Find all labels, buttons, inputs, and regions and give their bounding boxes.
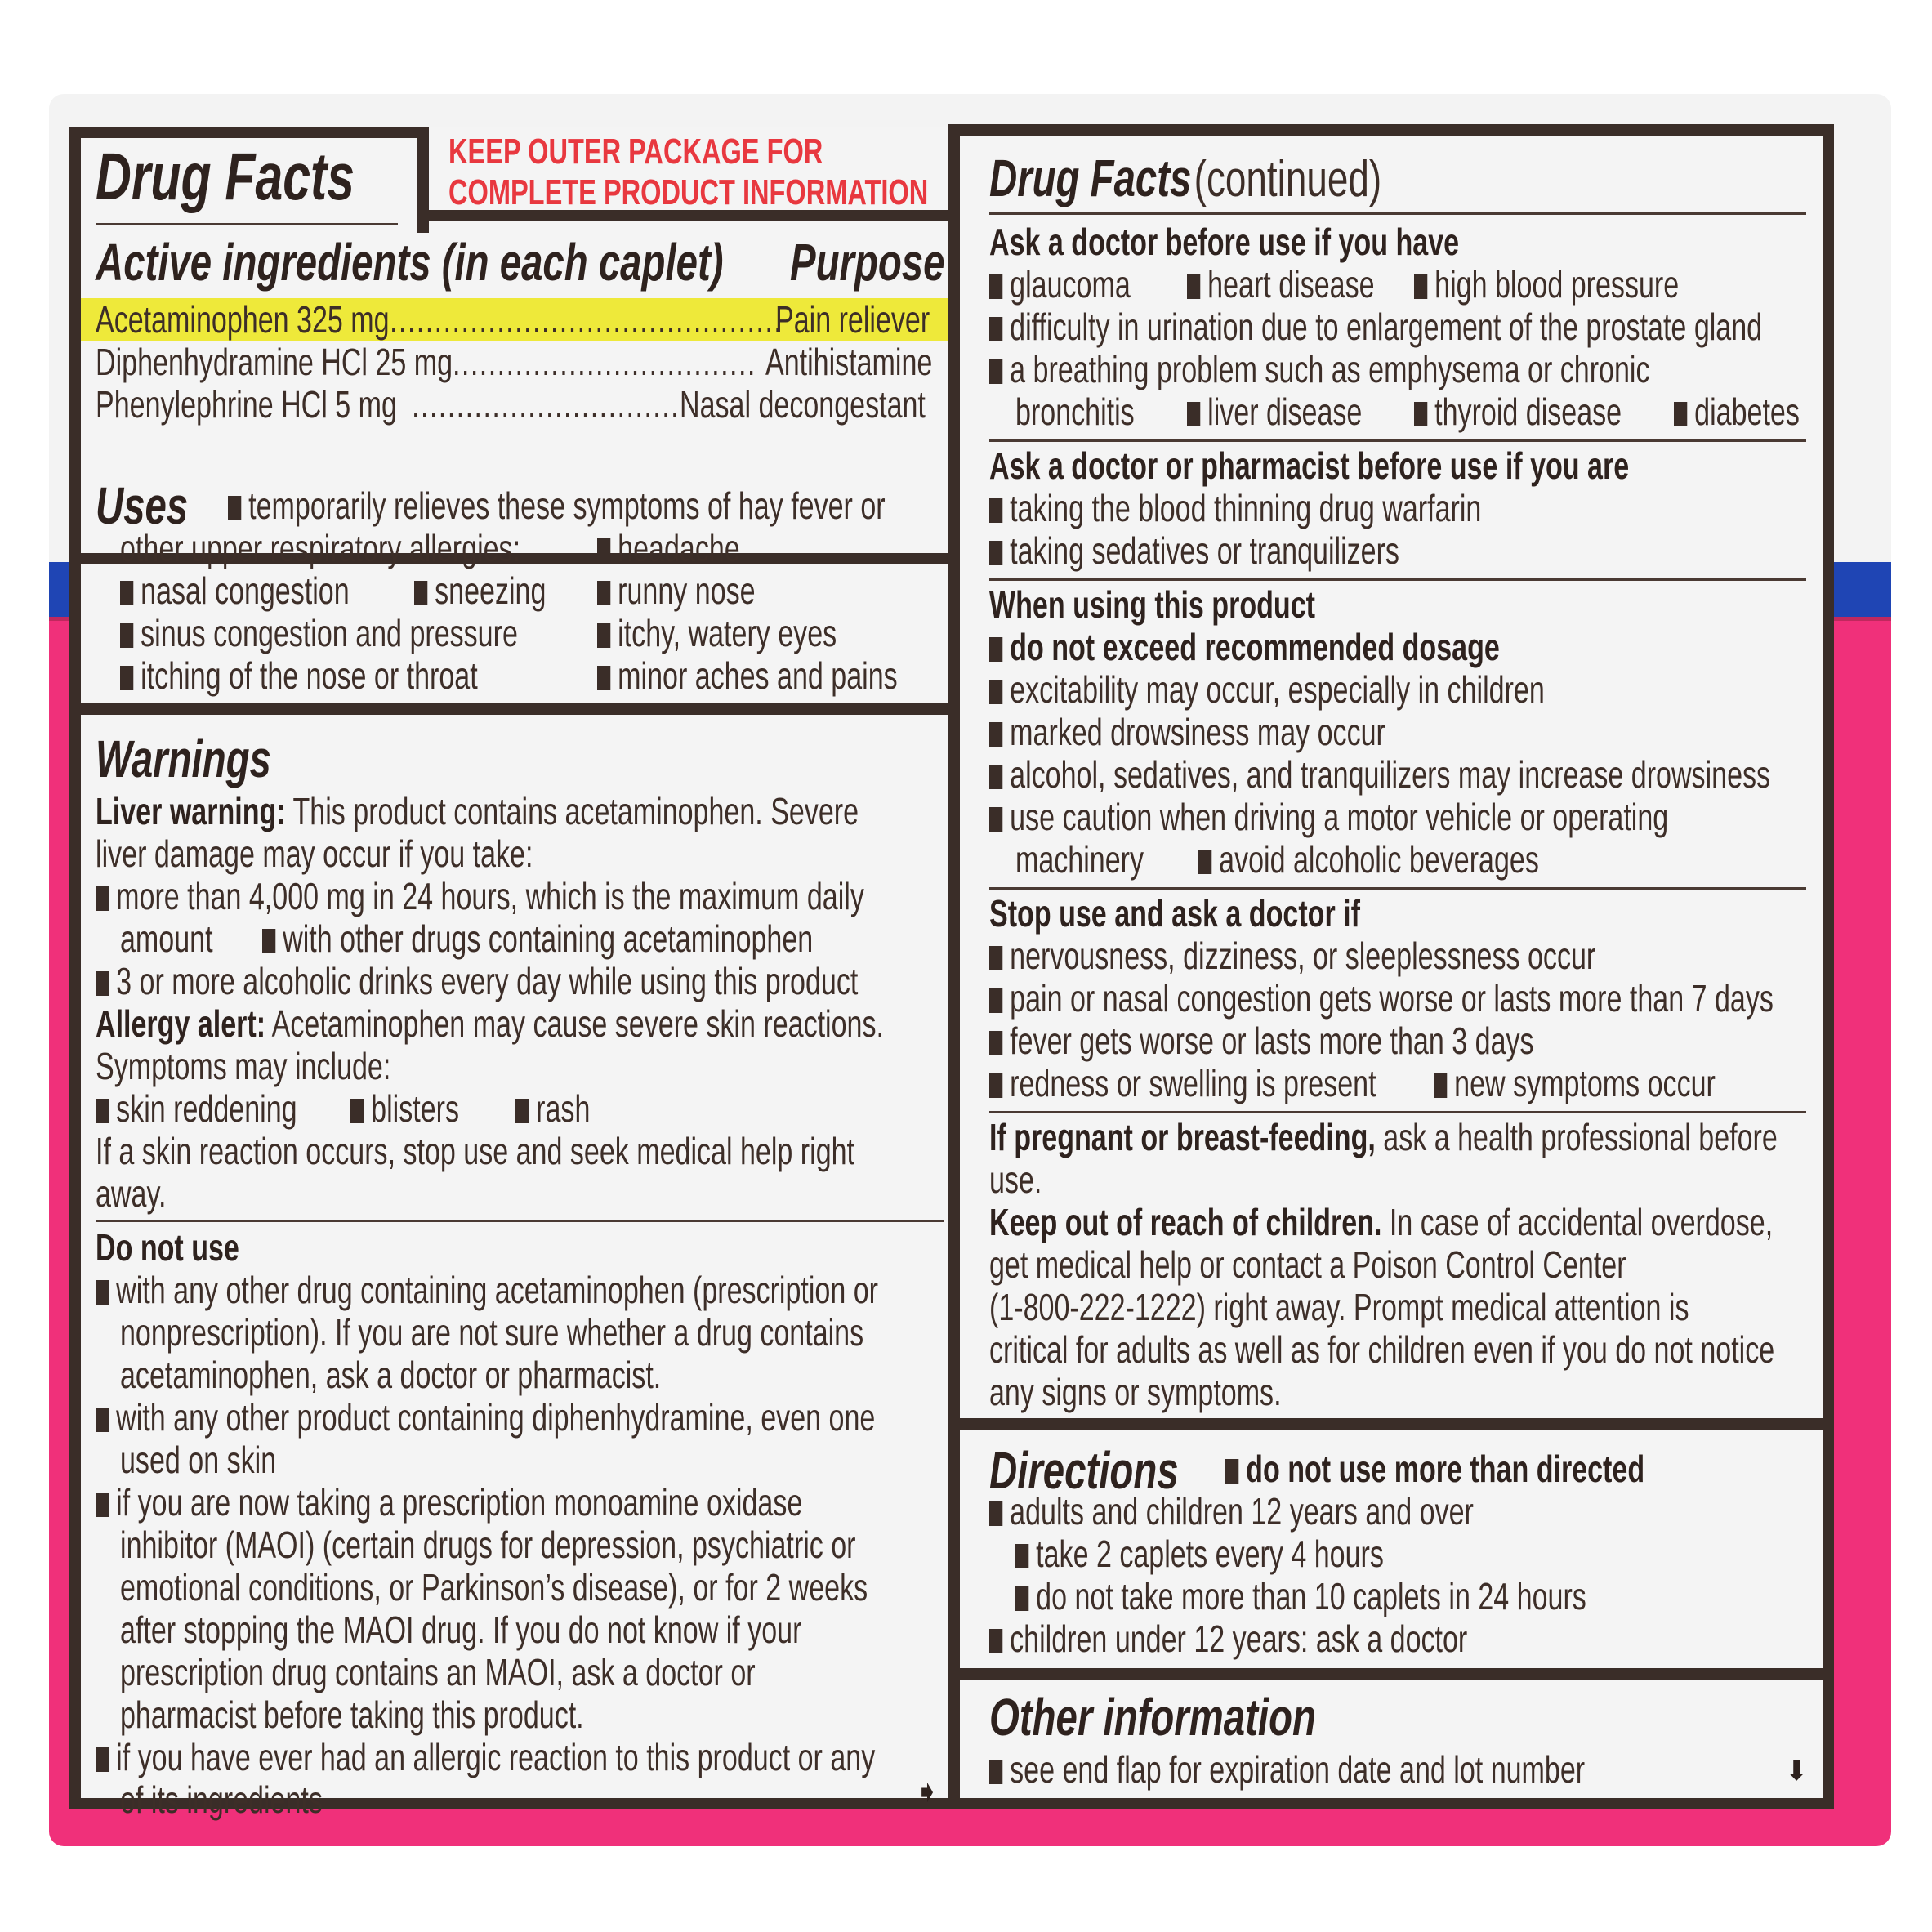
drug-facts-title: Drug Facts	[96, 140, 355, 214]
liver-item: 3 or more alcoholic drinks every day while using this product	[96, 960, 858, 1002]
ingredient-purpose: Antihistamine	[765, 341, 933, 383]
ask-doctor-item: heart disease	[1187, 263, 1375, 306]
uses-item: headache	[597, 527, 740, 569]
do-not-use-heading: Do not use	[96, 1226, 239, 1269]
uses-heading: Uses	[96, 476, 189, 535]
bullet-icon	[989, 498, 1002, 523]
uses-item: nasal congestion	[120, 569, 350, 612]
directions-heading: Directions	[989, 1441, 1179, 1500]
bullet-icon	[120, 581, 133, 605]
bullet-icon	[262, 929, 275, 953]
stop-use-item: nervousness, dizziness, or sleeplessness occur	[989, 935, 1595, 977]
bullet-icon	[96, 886, 109, 911]
allergy-alert-cont: Symptoms may include:	[96, 1045, 391, 1087]
bullet-icon	[96, 1493, 109, 1517]
bullet-icon	[1674, 402, 1687, 426]
bullet-icon	[597, 538, 610, 563]
bullet-icon	[989, 1760, 1002, 1784]
bullet-icon	[989, 722, 1002, 747]
liver-warning: Liver warning: This product contains acetaminophen. Severe	[96, 790, 859, 832]
stop-use-heading: Stop use and ask a doctor if	[989, 892, 1360, 935]
bullet-icon	[597, 581, 610, 605]
do-not-use-line: inhibitor (MAOI) (certain drugs for depression, psychiatric or	[120, 1524, 856, 1566]
continued-title: Drug Facts (continued)	[989, 149, 1382, 207]
do-not-use-line: of its ingredients	[120, 1778, 323, 1821]
ask-doctor-item: difficulty in urination due to enlargement of the prostate gland	[989, 306, 1762, 348]
ask-pharmacist-item: taking the blood thinning drug warfarin	[989, 487, 1481, 529]
ask-doctor-item: thyroid disease	[1414, 390, 1622, 433]
bullet-icon	[414, 581, 427, 605]
bullet-icon	[96, 1408, 109, 1432]
stop-use-item: redness or swelling is present	[989, 1062, 1376, 1104]
bullet-icon	[989, 946, 1002, 970]
when-using-item: alcohol, sedatives, and tranquilizers may increase drowsiness	[989, 753, 1770, 796]
allergy-item: blisters	[350, 1087, 459, 1130]
ask-doctor-item: liver disease	[1187, 390, 1362, 433]
when-using-line: machinery	[1015, 838, 1144, 881]
bullet-icon	[597, 666, 610, 690]
other-information-item: see end flap for expiration date and lot number	[989, 1748, 1585, 1791]
ingredient-purpose: Nasal decongestant	[680, 383, 926, 426]
uses-item: sinus congestion and pressure	[120, 612, 518, 654]
bullet-icon	[1015, 1586, 1028, 1611]
when-using-item: avoid alcoholic beverages	[1198, 838, 1539, 881]
bullet-icon	[120, 623, 133, 648]
bullet-icon	[1434, 1073, 1447, 1098]
directions-item: adults and children 12 years and over	[989, 1490, 1474, 1533]
bullet-icon	[989, 359, 1002, 384]
do-not-use-line: emotional conditions, or Parkinson’s disease), or for 2 weeks	[120, 1566, 868, 1609]
pregnant-warning: If pregnant or breast-feeding, ask a health professional before	[989, 1116, 1778, 1158]
ingredient-purpose: Pain reliever	[775, 298, 930, 341]
do-not-use-line: prescription drug contains an MAOI, ask a doctor or	[120, 1651, 756, 1693]
uses-item: itchy, watery eyes	[597, 612, 837, 654]
bullet-icon	[96, 1747, 109, 1772]
ask-doctor-heading: Ask a doctor before use if you have	[989, 221, 1460, 263]
skin-reaction-text-cont: away.	[96, 1172, 167, 1215]
uses-intro: temporarily relieves these symptoms of hay fever or	[228, 484, 886, 527]
directions-section	[960, 1430, 1823, 1680]
warnings-heading: Warnings	[96, 730, 271, 788]
ask-doctor-item: glaucoma	[989, 263, 1131, 306]
bullet-icon	[96, 1099, 109, 1123]
ingredient-row	[81, 383, 948, 426]
bullet-icon	[1187, 274, 1200, 299]
bullet-icon	[989, 317, 1002, 341]
bullet-icon	[989, 807, 1002, 832]
bullet-icon	[597, 623, 610, 648]
drug-facts-right-panel	[948, 124, 1834, 1809]
bullet-icon	[989, 541, 1002, 565]
keep-out-of-reach: Keep out of reach of children. In case of accidental overdose,	[989, 1201, 1774, 1243]
ingredient-name: Diphenhydramine HCl 25 mg	[96, 341, 453, 383]
bullet-icon	[515, 1099, 529, 1123]
stop-use-item: new symptoms occur	[1434, 1062, 1716, 1104]
title-divider	[989, 212, 1806, 215]
bullet-icon	[989, 1073, 1002, 1098]
bullet-icon	[350, 1099, 364, 1123]
continued-section	[960, 136, 1823, 1430]
section-divider	[989, 887, 1806, 890]
bullet-icon	[96, 1280, 109, 1305]
bullet-icon	[120, 666, 133, 690]
ask-pharmacist-heading: Ask a doctor or pharmacist before use if you are	[989, 444, 1630, 487]
uses-intro-cont: other upper respiratory allergies:	[120, 527, 521, 569]
ask-doctor-item: high blood pressure	[1414, 263, 1679, 306]
ingredient-name: Acetaminophen 325 mg	[96, 298, 390, 341]
ingredient-row-highlighted	[81, 298, 948, 341]
allergy-item: skin reddening	[96, 1087, 297, 1130]
ask-doctor-line: bronchitis	[1015, 390, 1135, 433]
continue-right-arrow-icon: ➧	[914, 1775, 940, 1809]
stop-use-item: fever gets worse or lasts more than 3 days	[989, 1020, 1534, 1062]
bullet-icon	[96, 971, 109, 996]
section-divider	[989, 1111, 1806, 1113]
liver-item: with other drugs containing acetaminophen	[262, 917, 813, 960]
directions-subitem: do not take more than 10 caplets in 24 hours	[1015, 1575, 1586, 1617]
bullet-icon	[989, 274, 1002, 299]
other-information-section	[960, 1680, 1823, 1798]
bullet-icon	[989, 1031, 1002, 1055]
when-using-heading: When using this product	[989, 583, 1315, 626]
bullet-icon	[1225, 1459, 1238, 1484]
uses-item: runny nose	[597, 569, 756, 612]
when-using-item: excitability may occur, especially in children	[989, 668, 1545, 711]
keep-out-line: get medical help or contact a Poison Control Center	[989, 1243, 1626, 1286]
bullet-icon	[989, 637, 1002, 662]
keep-out-line: any signs or symptoms.	[989, 1371, 1282, 1413]
directions-subitem: take 2 caplets every 4 hours	[1015, 1533, 1384, 1575]
do-not-use-item: with any other product containing diphenhydramine, even one	[96, 1396, 875, 1439]
bullet-icon	[989, 680, 1002, 704]
when-using-item: marked drowsiness may occur	[989, 711, 1385, 753]
section-divider	[989, 439, 1806, 442]
keep-out-line: critical for adults as well as for children even if you do not notice	[989, 1328, 1775, 1371]
liver-item: more than 4,000 mg in 24 hours, which is the maximum daily	[96, 875, 864, 917]
stop-use-item: pain or nasal congestion gets worse or lasts more than 7 days	[989, 977, 1774, 1020]
uses-item: itching of the nose or throat	[120, 654, 478, 697]
uses-item: sneezing	[414, 569, 546, 612]
bullet-icon	[1198, 850, 1211, 874]
other-information-heading: Other information	[989, 1688, 1316, 1747]
do-not-use-item: with any other drug containing acetaminophen (prescription or	[96, 1269, 878, 1311]
bullet-icon	[989, 1501, 1002, 1526]
directions-headline-item: do not use more than directed	[1225, 1448, 1644, 1490]
when-using-bold-item: do not exceed recommended dosage	[989, 626, 1500, 668]
when-using-item: use caution when driving a motor vehicle or operating	[989, 796, 1668, 838]
do-not-use-line: after stopping the MAOI drug. If you do not know if your	[120, 1609, 802, 1651]
uses-item: minor aches and pains	[597, 654, 898, 697]
allergy-alert: Allergy alert: Acetaminophen may cause severe skin reactions.	[96, 1002, 884, 1045]
active-ingredients-heading: Active ingredients (in each caplet)	[96, 233, 724, 292]
keep-package-notice: KEEP OUTER PACKAGE FOR COMPLETE PRODUCT INFORMATION	[448, 132, 929, 212]
pregnant-warning-cont: use.	[989, 1158, 1042, 1201]
bullet-icon	[1187, 402, 1200, 426]
leader-dots: ..................................	[453, 341, 756, 383]
bullet-icon	[228, 496, 241, 520]
do-not-use-line: used on skin	[120, 1439, 277, 1481]
purpose-heading: Purpose	[790, 233, 945, 292]
bullet-icon	[1414, 274, 1427, 299]
warnings-section	[81, 715, 948, 1821]
ask-doctor-item: diabetes	[1674, 390, 1800, 433]
continue-down-arrow-icon: ⬇	[1785, 1756, 1809, 1787]
ingredient-name: Phenylephrine HCl 5 mg	[96, 383, 397, 426]
do-not-use-item: if you have ever had an allergic reaction to this product or any	[96, 1736, 875, 1778]
ask-doctor-item: a breathing problem such as emphysema or chronic	[989, 348, 1649, 390]
leader-dots: ..............................	[412, 383, 680, 426]
bullet-icon	[1414, 402, 1427, 426]
do-not-use-line: pharmacist before taking this product.	[120, 1693, 584, 1736]
ask-pharmacist-item: taking sedatives or tranquilizers	[989, 529, 1399, 572]
skin-reaction-text: If a skin reaction occurs, stop use and seek medical help right	[96, 1130, 855, 1172]
leader-dots: ............................................	[390, 298, 783, 341]
bullet-icon	[989, 988, 1002, 1013]
do-not-use-line: nonprescription). If you are not sure whether a drug contains	[120, 1311, 864, 1354]
ingredient-row	[81, 341, 948, 383]
section-divider	[989, 578, 1806, 581]
allergy-item: rash	[515, 1087, 590, 1130]
directions-item: children under 12 years: ask a doctor	[989, 1617, 1467, 1660]
liver-item-cont: amount	[120, 917, 213, 960]
uses-section	[81, 470, 948, 715]
do-not-use-line: acetaminophen, ask a doctor or pharmacist.	[120, 1354, 662, 1396]
bullet-icon	[989, 1629, 1002, 1653]
bullet-icon	[1015, 1544, 1028, 1568]
drug-facts-left-panel	[69, 127, 960, 1821]
do-not-use-divider	[96, 1220, 944, 1222]
do-not-use-item: if you are now taking a prescription monoamine oxidase	[96, 1481, 802, 1524]
poison-control-phone: (1-800-222-1222) right away. Prompt medical attention is	[989, 1286, 1689, 1328]
liver-warning-cont: liver damage may occur if you take:	[96, 832, 533, 875]
bullet-icon	[989, 765, 1002, 789]
